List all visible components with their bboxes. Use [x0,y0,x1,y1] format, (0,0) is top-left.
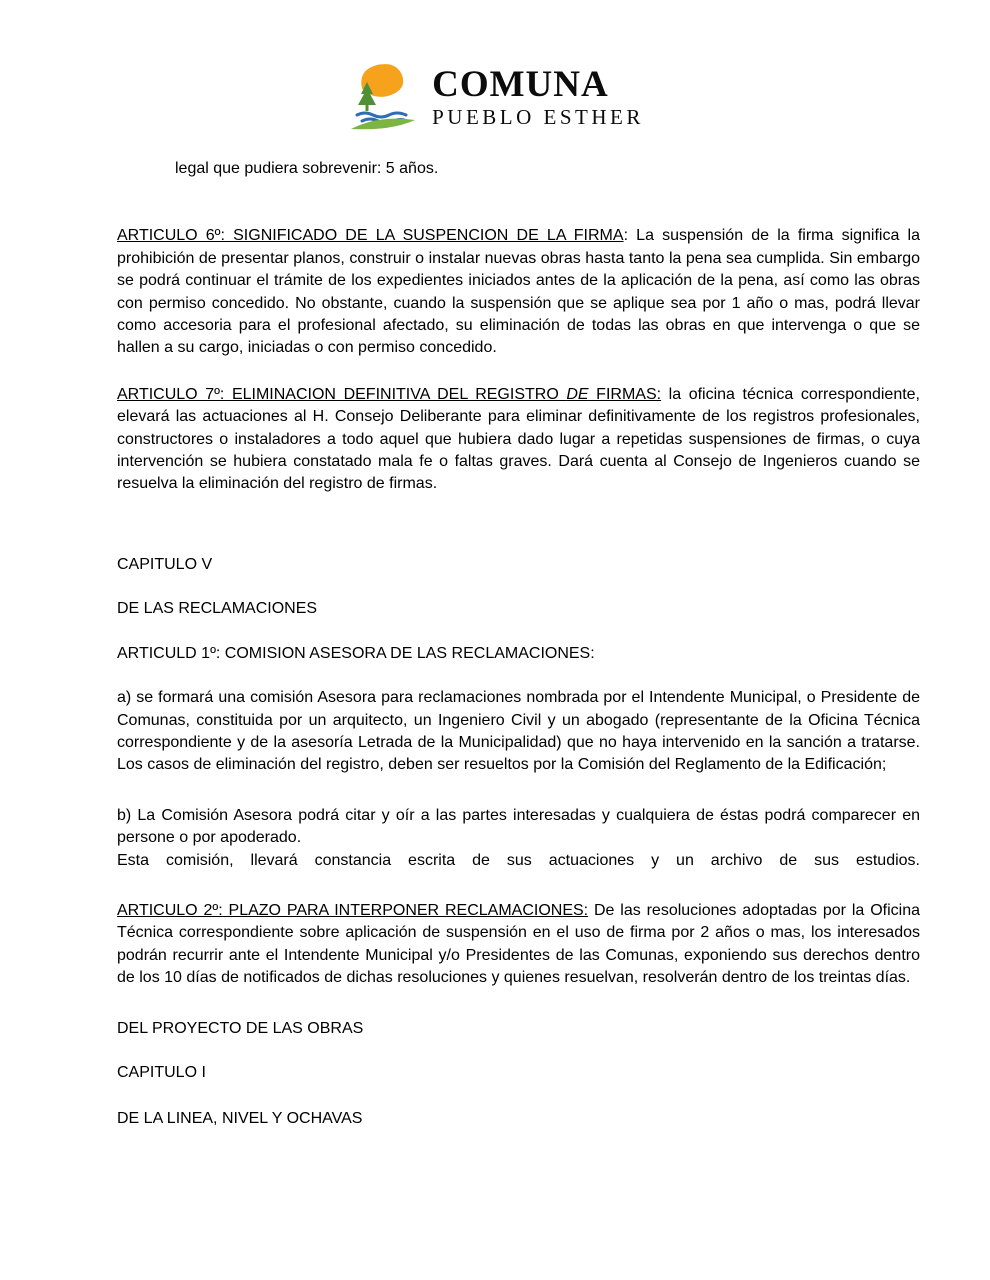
logo [0,0,990,136]
paragraph-intro: legal que pudiera sobrevenir: 5 años. [175,160,439,177]
paragraph-articulo-7 [117,384,920,496]
paragraph-item-b: b) La Comisión Asesora podrá citar y oír a las partes interesadas y cualquiera de éstas podrá comparecer en persone o por apoderado. [117,806,920,847]
articulo-6-body: : La suspensión de la firma significa la prohibición de presentar planos, construir o instalar nuevas obras hasta tanto la pena sea cumplida. Sin embargo se podrá continuar el trámite de los expedientes iniciados antes de la aplicación de la pena, así como las obras con permiso concedido. No obstante, cuando la suspensión que se aplique sea por 1 año o mas, podrá llevar como accesoria para el profesional afectado, su eliminación de todas las obras en que intervenga o que se hallen a su cargo, iniciadas o con permiso concedido. [117,227,920,357]
logo-subtitle: PUEBLO ESTHER [432,105,644,129]
articulo-7-heading-part1: ARTICULO 7º: ELIMINACION DEFINITIVA DEL REGISTRO [117,385,567,403]
comuna-emblem-icon [346,58,420,136]
articulo-7-heading-italic: DE [566,385,589,403]
heading-de-la-linea: DE LA LINEA, NIVEL Y OCHAVAS [117,1110,363,1128]
articulo-2-heading: ARTICULO 2º: PLAZO PARA INTERPONER RECLAMACIONES: [117,901,589,919]
heading-del-proyecto: DEL PROYECTO DE LAS OBRAS [117,1019,364,1037]
articulo-6-heading: ARTICULO 6º: SIGNIFICADO DE LA SUSPENCION DE LA FIRMA [117,227,624,245]
paragraph-articulo-2 [117,900,920,990]
logo-text [432,66,644,128]
articulo-7-heading-part2: FIRMAS: [588,385,662,403]
articulo-7-body: la oficina técnica correspondiente, elevará las actuaciones al H. Consejo Deliberante para eliminar definitivamente de los registros profesionales, constructores o instaladores a todo aquel que hubiera dado lugar a repetidas suspensiones de firmas, o cuya intervención se hubiera constatado mala fe o faltas graves. Dará cuenta al Consejo de Ingenieros cuando se resuelva la eliminación del registro de firmas. [117,385,921,493]
paragraph-item-a: a) se formará una comisión Asesora para reclamaciones nombrada por el Intendente Municipal, o Presidente de Comunas, constituida por un arquitecto, un Ingeniero Civil y un abogado (representante de la Oficina Técnica correspondiente y de la asesoría Letrada de la Municipalidad) que no haya intervenido en la sanción a tratarse. Los casos de eliminación del registro, deben ser resueltos por la Comisión del Reglamento de la Edificación; [117,689,920,774]
heading-capitulo-v: CAPITULO V [117,555,213,573]
document-content [0,136,990,1193]
heading-capitulo-i: CAPITULO I [117,1063,206,1081]
heading-de-las-reclamaciones: DE LAS RECLAMACIONES [117,600,318,618]
logo-title: COMUNA [432,64,609,105]
paragraph-item-b-continued: Esta comisión, llevará constancia escrita de sus actuaciones y un archivo de sus estudios. [117,851,920,869]
paragraph-articulo-6 [117,225,920,359]
articulo-2-body: De las resoluciones adoptadas por la Oficina Técnica correspondiente sobre aplicación de suspensión en el uso de firma por 2 años o mas, los interesados podrán recurrir ante el Intendente Municipal y/o Presidentes de las Comunas, exponiendo sus derechos dentro de los 10 días de notificados de dichas resoluciones y quienes resuelvan, resolverán dentro de los treintas días. [117,901,920,987]
heading-articulo-1: ARTICULD 1º: COMISION ASESORA DE LAS RECLAMACIONES: [117,644,595,662]
